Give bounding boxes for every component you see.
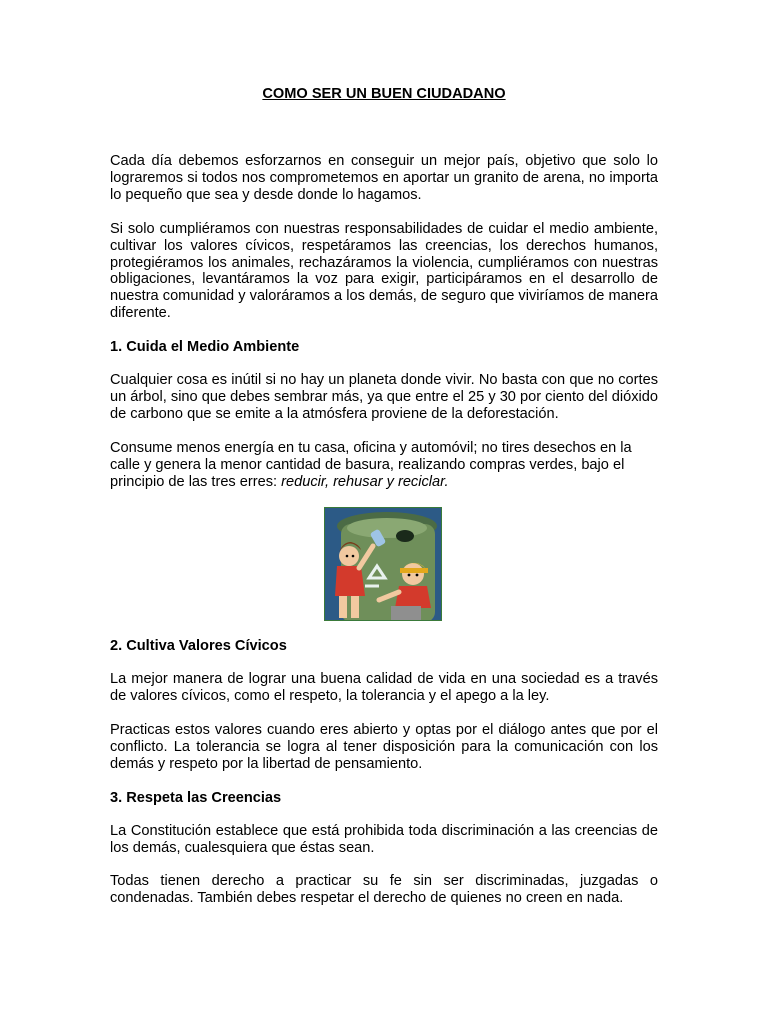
recycling-children-illustration bbox=[324, 507, 442, 621]
intro-paragraph-2: Si solo cumpliéramos con nuestras responsabilidades de cuidar el medio ambiente, cultivar los valores cívicos, respetáramos las creencias, los derechos humanos, protegiéramos los animales, rechazáramos la violencia, cumpliéramos con nuestras obligaciones, levantáramos la voz para exigir, participáramos en el desarrollo de nuestra comunidad y valoráramos a los demás, de seguro que viviríamos de manera diferente. bbox=[110, 221, 658, 321]
document-title: COMO SER UN BUEN CIUDADANO bbox=[262, 86, 506, 102]
section-3-paragraph-2: Todas tienen derecho a practicar su fe sin ser discriminadas, juzgadas o condenadas. También debes respetar el derecho de quienes no creen en nada. bbox=[110, 873, 658, 906]
section-3-paragraph-1: La Constitución establece que está prohibida toda discriminación a las creencias de los demás, cualesquiera que éstas sean. bbox=[110, 823, 658, 856]
section-1-paragraph-2-text: Consume menos energía en tu casa, oficina y automóvil; no tires desechos en la calle y genera la menor cantidad de basura, realizando compras verdes, bajo el principio de las tres erres: bbox=[110, 440, 632, 490]
section-2-paragraph-1: La mejor manera de lograr una buena calidad de vida en una sociedad es a través de valores cívicos, como el respeto, la tolerancia y el apego a la ley. bbox=[110, 671, 658, 704]
three-rs-emphasis: reducir, rehusar y reciclar. bbox=[281, 473, 449, 490]
section-heading-medio-ambiente: 1. Cuida el Medio Ambiente bbox=[110, 339, 300, 355]
section-2-paragraph-2: Practicas estos valores cuando eres abierto y optas por el diálogo antes que por el conflicto. La tolerancia se logra al tener disposición para la comunicación con los demás y respeto por la libertad de pensamiento. bbox=[110, 722, 658, 772]
section-1-paragraph-2 bbox=[110, 440, 658, 490]
section-heading-creencias: 3. Respeta las Creencias bbox=[110, 790, 282, 806]
intro-paragraph-1: Cada día debemos esforzarnos en conseguir un mejor país, objetivo que solo lo lograremos si todos nos comprometemos en aportar un granito de arena, no importa lo pequeño que sea y desde donde lo hagamos. bbox=[110, 153, 658, 203]
section-1-paragraph-1: Cualquier cosa es inútil si no hay un planeta donde vivir. No basta con que no cortes un árbol, sino que debes sembrar más, ya que entre el 25 y 30 por ciento del dióxido de carbono que se emite a la atmósfera proviene de la deforestación. bbox=[110, 372, 658, 422]
recycling-illustration-icon bbox=[325, 508, 442, 621]
section-heading-valores-civicos: 2. Cultiva Valores Cívicos bbox=[110, 638, 287, 654]
